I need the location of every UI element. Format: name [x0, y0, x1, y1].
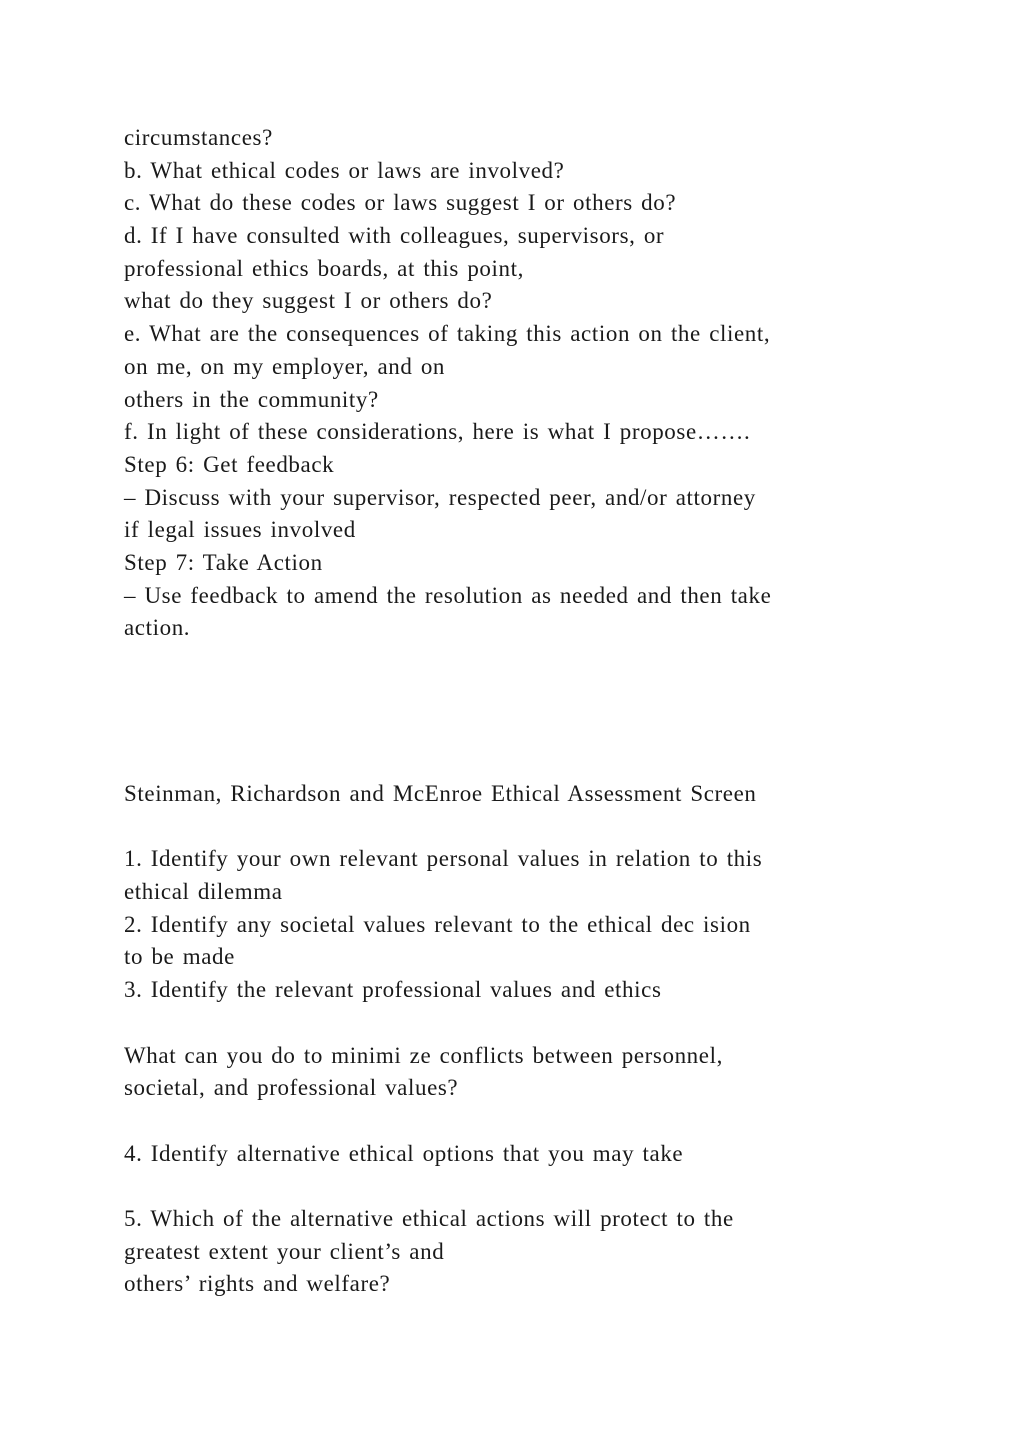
- text-line: c. What do these codes or laws suggest I or others do?: [124, 190, 677, 216]
- list-item: 1. Identify your own relevant personal values in relation to this: [124, 846, 763, 872]
- bottom-section: [124, 778, 924, 1301]
- section-title: Steinman, Richardson and McEnroe Ethical Assessment Screen: [124, 781, 757, 806]
- list-item: ethical dilemma: [124, 879, 283, 905]
- list-item: others’ rights and welfare?: [124, 1271, 391, 1297]
- list-item: greatest extent your client’s and: [124, 1238, 445, 1264]
- text-line: – Discuss with your supervisor, respected peer, and/or attorney: [124, 484, 756, 510]
- blank-line: [124, 1007, 924, 1040]
- text-line: – Use feedback to amend the resolution as needed and then take: [124, 582, 772, 608]
- step-heading: Step 6: Get feedback: [124, 451, 335, 477]
- text-line: f. In light of these considerations, here is what I propose…….: [124, 419, 751, 445]
- text-line: action.: [124, 615, 191, 641]
- text-line: if legal issues involved: [124, 517, 356, 543]
- blank-line: [124, 1170, 924, 1203]
- list-item: 3. Identify the relevant professional values and ethics: [124, 977, 662, 1003]
- text-line: what do they suggest I or others do?: [124, 288, 493, 314]
- text-line: d. If I have consulted with colleagues, supervisors, or: [124, 223, 665, 249]
- blank-line: [124, 811, 924, 844]
- question-line: societal, and professional values?: [124, 1075, 459, 1101]
- list-item: 5. Which of the alternative ethical actions will protect to the: [124, 1205, 734, 1231]
- text-line: professional ethics boards, at this point,: [124, 255, 524, 281]
- step-heading: Step 7: Take Action: [124, 549, 323, 575]
- blank-line: [124, 1105, 924, 1138]
- question-line: What can you do to minimi ze conflicts between personnel,: [124, 1042, 723, 1068]
- top-section: [124, 122, 924, 645]
- text-line: b. What ethical codes or laws are involved?: [124, 157, 565, 183]
- list-item: to be made: [124, 944, 235, 970]
- text-line: circumstances?: [124, 125, 273, 150]
- list-item: 4. Identify alternative ethical options that you may take: [124, 1140, 684, 1166]
- text-line: others in the community?: [124, 386, 379, 412]
- list-item: 2. Identify any societal values relevant to the ethical dec ision: [124, 911, 751, 937]
- text-line: e. What are the consequences of taking this action on the client,: [124, 321, 771, 347]
- text-line: on me, on my employer, and on: [124, 353, 446, 379]
